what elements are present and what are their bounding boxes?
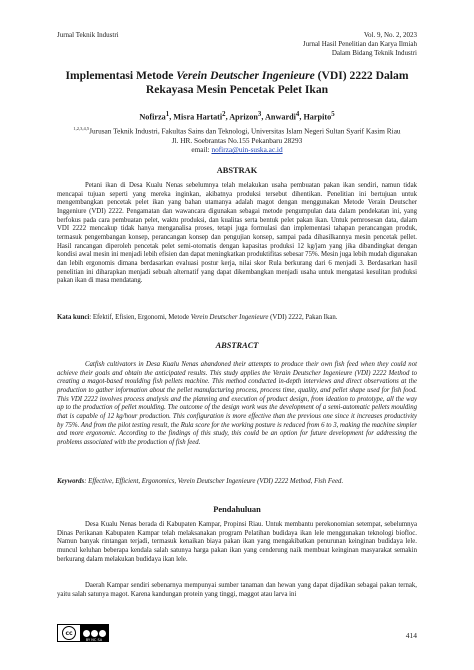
author-sep: , xyxy=(225,112,230,122)
nc-icon xyxy=(91,630,98,637)
kata-kunci-label: Kata kunci xyxy=(57,314,90,321)
abstrak-heading: ABSTRAK xyxy=(216,166,258,175)
cc-logo-area xyxy=(58,625,80,641)
kata-kunci-text1: : Efektif, Efisien, Ergonomi, Metode xyxy=(89,314,191,321)
affiliation xyxy=(40,124,434,154)
author-3: Aprizon xyxy=(229,112,258,122)
pendahuluan-para2: Daerah Kampar sendiri sebenarnya mempunyai sumber tanaman dan hewan yang dapat dijadikan sebagai pakan ternak, yaitu salah satunya magot. Karena kandungan protein yang tinggi, maggot atau larva ini xyxy=(57,582,417,598)
author-3-sup: 3 xyxy=(257,111,262,118)
journal-info xyxy=(303,31,417,59)
author-sep: , xyxy=(261,112,265,122)
author-1: Nofirza xyxy=(139,112,166,122)
title-italic-part: Verein Deutscher Ingenieure xyxy=(176,69,315,82)
kata-kunci xyxy=(57,314,417,323)
author-sep: , xyxy=(299,112,304,122)
keywords-text: : Effective, Efficient, Ergonomics, Verein Deutscher Ingenieure (VDI) 2222 Method, Fish Feed. xyxy=(84,478,344,485)
volume-issue: Vol. 9, No. 2, 2023 xyxy=(363,31,417,39)
title-line2: Rekayasa Mesin Pencetak Pelet Ikan xyxy=(145,82,329,96)
email-label: email: xyxy=(191,145,212,155)
title-part1: Implementasi Metode xyxy=(65,69,177,82)
author-sep: , xyxy=(169,112,174,122)
abstract-heading: ABSTRACT xyxy=(215,341,259,350)
abstract-body: Catfish cultivators in Desa Kualu Nenas abandoned their attempts to produce their own fish feed when they could not achieve their goals and obtain the anticipated results. This study applies the Verain Deutscher Ingenieure (VDI) 2222 Method to creating a magot-based moulding fish pellets machine. This method conducted in-depth interviews and direct observations at the production to gather information about the pellet manufacturing process, process time, quality, and pellet shape used for fish food. This VDI 2222 involves process analysis and the planning and execution of product design, from ideation to prototype, all the way up to the production of pellet moulding. The outcome of the design work was the development of a semi-automatic pellets moulding that is capable of 12 kg/hour production. This configuration is more effective than the previous one since it increases productivity by 75%. And from the pilot testing result, the Rula score for the working posture is reduced from 6 to 3, making the machine simpler and more ergonomic. According to the findings of this study, this could be an option for future development for addressing the problems associated with the production of fish feed. xyxy=(57,361,417,446)
sa-icon xyxy=(99,630,106,637)
author-5: Harpito xyxy=(303,112,332,122)
kata-kunci-italic: Verein Deutscher Ingenieure xyxy=(190,314,269,321)
affiliation-address: Jl. HR. Soebrantas No.155 Pekanbaru 28293 xyxy=(171,135,303,145)
paper-title xyxy=(40,69,434,96)
author-list xyxy=(40,111,434,122)
pendahuluan-para1: Desa Kualu Nenas berada di Kabupaten Kampar, Propinsi Riau. Untuk membantu perekonomian setempat, sebelumnya Dinas Perikanan Kabupaten Kampar telah melaksanakan program Pelatihan budidaya ikan lele menggunakan teknologi biofloc. Namun banyak rintangan terjadi, termasuk kenaikan biaya pakan ikan yang mengakibatkan penurunan keinginan budidaya lele. muncul keluhan beberapa kendala salah satunya harga pakan ikan yang cenderung naik membuat keinginan masyarakat semakin berkurang dalam melakukan budidaya ikan lele. xyxy=(57,521,417,563)
cc-icon: cc xyxy=(62,626,76,640)
title-part3: (VDI) 2222 Dalam xyxy=(314,69,409,82)
kata-kunci-text2: (VDI) 2222, Pakan Ikan. xyxy=(268,314,338,321)
author-1-sup: 1 xyxy=(165,111,170,118)
cc-license-badge[interactable] xyxy=(57,624,109,642)
by-icon xyxy=(83,630,90,637)
abstrak-body: Petani ikan di Desa Kualu Nenas sebelumnya telah melakukan usaha pembuatan pakan ikan sendiri, namun tidak mencapai tujuan seperti yang mereka inginkan, akibatnya produksi tersebut dihentikan. Penelitian ini bertujuan untuk mengembangkan pencetak pelet ikan yang bahan utamanya adalah magot dengan menggunakan Metode Verain Deutscher Inggeniure (VDI) 2222. Pengamatan dan wawancara digunakan sebagai metode pengumpulan data dalam pendekatan ini, yang berfokus pada cara pembuatan pelet, waktu produksi, dan kualitas serta bentuk pelet pakan ikan. Untuk pemrosesan data, dalam VDI 2222 mencakup tidak hanya menganalisa proses, tetapi juga formulasi dan implementasi tahapan perancangan produk, termasuk pengembangan konsep, perancangan konsep dan pengujian konsep, sampai pada dihasilkannya mesin pencetak pellet. Hasil rancangan diperoleh pencetak pelet semi-otomatis dengan kapasitas produksi 12 kg/jam yang jika dibandingkat dengan kondisi awal mesin ini menjadi lebih efisien dan dapat meningkatkan produktifitas sebesar 75%. Mesin juga lebih mudah digunakan dan lebih ergonomis dimana berdasarkan evaluasi postur kerja, nilai skor Rula berkurang dari 6 menjadi 3. Berdasarkan hasil penelitian ini diharapkan menjadi sebuah alternatif yang dapat dikembangkan menjadi usaha untuk mengatasi kesulitan produksi pakan ikan di masa mendatang. xyxy=(57,182,417,285)
page-number: 414 xyxy=(405,631,417,640)
keywords-label: Keywords xyxy=(57,478,85,485)
journal-name: Jurnal Teknik Industri xyxy=(57,31,119,39)
email-link[interactable]: nofirza@uin-suska.ac.id xyxy=(211,145,283,155)
journal-subtitle-line2: Dalam Bidang Teknik Industri xyxy=(331,49,417,58)
keywords xyxy=(57,478,417,487)
author-2-sup: 2 xyxy=(222,111,226,118)
author-4-sup: 4 xyxy=(295,111,300,118)
license-text: BY NC SA xyxy=(85,638,103,642)
affiliation-sup: 1,2,3,4,5 xyxy=(73,126,90,131)
journal-subtitle-line1: Jurnal Hasil Penelitian dan Karya Ilmiah xyxy=(302,40,417,49)
affiliation-line1: Jurusan Teknik Industri, Fakultas Sains dan Teknologi, Universitas Islam Negeri Sultan Syarif Kasim Riau xyxy=(89,126,401,136)
author-5-sup: 5 xyxy=(331,111,335,118)
author-4: Anwardi xyxy=(264,112,296,122)
pendahuluan-heading: Pendahuluan xyxy=(213,505,261,514)
author-2: Misra Hartati xyxy=(173,112,223,122)
